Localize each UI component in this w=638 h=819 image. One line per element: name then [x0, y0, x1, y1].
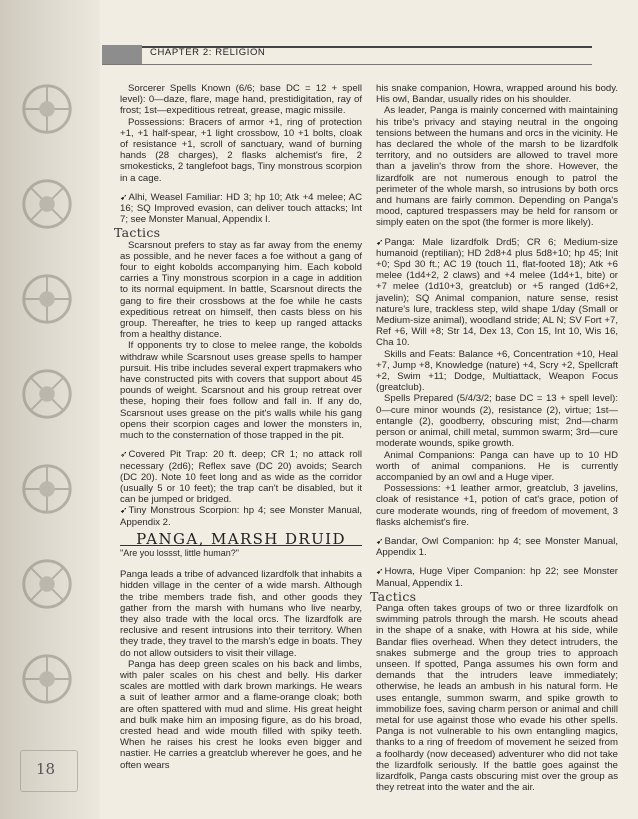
tactics-paragraph: Panga often takes groups of two or three lizardfolk on swimming patrols through the marsh. He scouts ahead in the shape of a snake, with Howra at his side, while Bandar flies overhead. When they detect intruders, the snakes submerge and the group tries to approach unseen. If spotted, Panga assumes his own form and demands that the intruders leave immediately; otherwise, he leads an ambush in his natural form. He uses entangle, summon swarm, and spike growth to immobilize foes, saving charm person or animal and chill metal for use against those who evade his other spells. Panga is not vulnerable to his own entangling magics, thanks to a ring of freedom of movement he seized from a foolhardy (now deceased) adventurer who did not take the lizardfolk seriously. If the battle goes against the lizardfolk, Panga casts obscuring mist over the group as they retreat into the water and the air. [376, 602, 618, 794]
tactics-paragraph: If opponents try to close to melee range, the kobolds withdraw while Scarsnout uses grease spells to hamper pursuit. His tribe includes several expert trapmakers who have constructed pits with covers that support about 45 pounds of weight. Scarsnout and his group retreat over these, hoping their foes follow and fall in. If any do, Scarsnout uses grease on the pit's walls while his gang opens their scorpion cages and lower the monsters in, much to the consternation of those trapped in the pit. [120, 340, 362, 442]
sigil-icon [18, 175, 76, 233]
owl-stat [376, 536, 618, 558]
body-paragraph: As leader, Panga is mainly concerned with maintaining his tribe's privacy and staying neutral in the ongoing tensions between the humans and orcs in the vicinity. He has declared the whole of the marsh to be lizardfolk territory, and no outsiders are allowed to travel more than a javelin's throw from the shore. However, the lizardfolk are not numerous enough to patrol the perimeter of the whole marsh, so intrusions by both orcs and humans are fairly common. Depending on Panga's mood, captured trespassers may be held for ransom or simply eaten on the spot (the former is more likely). [376, 105, 618, 229]
sigil-icon [18, 460, 76, 518]
tactics-paragraph: Scarsnout prefers to stay as far away from the enemy as possible, and he never faces a foe without a gang of four to eight kobolds accompanying him. Each kobold carries a Tiny monstrous scorpion in a cage in addition to its normal equipment. In battle, Scarsnout directs the gang to fire their crossbows at the foe while he casts expeditious retreat on himself, then casts bless on his group. Thereafter, he tries to keep up ranged attacks from a healthy distance. [120, 239, 362, 341]
animal-companions: Animal Companions: Panga can have up to 10 HD worth of animal companions. He is currently accompanied by an owl and a Huge viper. [376, 449, 618, 483]
panga-stat [376, 237, 618, 349]
familiar-text: Alhi, Weasel Familiar: HD 3; hp 10; Atk +4 melee; AC 16; SQ Improved evasion, can deliver touch attacks; Int 7; see Monster Manual, Appendix I. [120, 191, 362, 226]
sigil-icon [18, 80, 76, 138]
possessions: Possessions: +1 leather armor, greatclub, 3 javelins, cloak of resistance +1, potion of cat's grace, potion of cure moderate wounds, ring of freedom of movement, 3 flasks alchemist's fire. [376, 483, 618, 528]
tactics-heading: Tactics [370, 588, 417, 604]
sigil-icon [18, 650, 76, 708]
section-title: PANGA, MARSH DRUID [120, 534, 362, 546]
trap-text: Covered Pit Trap: 20 ft. deep; CR 1; no attack roll necessary (2d6); Reflex save (DC 20) avoids; Search (DC 20). Note 10 feet long and as wide as the corridor (usually 5 or 10 feet); the trap can't be disabled, but it can be jumped or bridged. [120, 449, 362, 506]
viper-stat [376, 566, 618, 588]
sigil-icon [18, 270, 76, 328]
arrow-icon: ➹ [376, 535, 384, 546]
arrow-icon: ➹ [376, 566, 384, 577]
body-paragraph: Panga has deep green scales on his back and limbs, with paler scales on his chest and belly. His darker scales are mottled with dark brown markings. He wears a suit of leather armor and a flame-orange cloak; both are often spattered with mud and slime. His great height and bulk make him an imposing figure, as do his broad, crested head and wide mouth filled with spiky teeth. When he raises his crest he looks even bigger and nastier. He carries a greatclub wherever he goes, and he often wears [120, 658, 362, 771]
chapter-title: CHAPTER 2: RELIGION [150, 47, 266, 58]
sigil-icon [18, 365, 76, 423]
trap-stat [120, 449, 362, 505]
body-paragraph: his snake companion, Howra, wrapped around his body. His owl, Bandar, usually rides on his shoulder. [376, 83, 618, 106]
body-paragraph: Panga leads a tribe of advanced lizardfolk that inhabits a hidden village in the center of a wide marsh. Although the tribe members trade fish, and other goods they gather from the marsh with humans who live nearby, they also trade with the local orcs. The lizardfolk are reclusive and resent intrusions into their territory. When they trade, they travel to the marsh's edge in boats. They do not allow outsiders to visit their village. [120, 569, 362, 659]
page-number: 18 [36, 760, 56, 778]
scorpion-text: Tiny Monstrous Scorpion: hp 4; see Monster Manual, Appendix 2. [120, 505, 362, 528]
arrow-icon: ➹ [120, 191, 128, 202]
possessions: Possessions: Bracers of armor +1, ring of protection +1, +1 half-spear, +1 light crossbow, 10 +1 bolts, cloak of resistance +1, scroll of sanctuary, wand of burning hands (28 charges), 2 flasks alchemist's fire, 2 smokesticks, 2 tanglefoot bags, Tiny monstrous scorpion in a cage. [120, 116, 362, 184]
trap-icon: ➶ [120, 449, 128, 460]
tactics-heading: Tactics [114, 225, 161, 241]
scorpion-stat [120, 505, 362, 527]
arrow-icon: ➹ [376, 236, 384, 247]
familiar-stat [120, 192, 362, 226]
left-column [114, 83, 362, 771]
owl-text: Bandar, Owl Companion: hp 4; see Monster Manual, Appendix 1. [376, 535, 618, 559]
viper-text: Howra, Huge Viper Companion: hp 22; see Monster Manual, Appendix 1. [376, 566, 618, 589]
right-column [370, 83, 618, 794]
sigil-icon [18, 555, 76, 613]
skills-feats: Skills and Feats: Balance +6, Concentration +10, Heal +7, Jump +8, Knowledge (nature) +4, Scry +2, Spellcraft +2, Swim +11; Dodge, Multiattack, Weapon Focus (greatclub). [376, 348, 618, 394]
spells-known: Sorcerer Spells Known (6/6; base DC = 12 + spell level): 0—daze, flare, mage hand, prestidigitation, ray of frost; 1st—expeditious retreat, grease, magic missile. [120, 83, 362, 117]
decorative-margin [0, 0, 100, 819]
arrow-icon: ➹ [120, 505, 128, 516]
spells-prepared: Spells Prepared (5/4/3/2; base DC = 13 + spell level): 0—cure minor wounds (2), resistance (2), virtue; 1st—entangle (2), goodberry, obscuring mist; 2nd—charm person or animal, chill metal, summon swarm; 3rd—cure moderate wounds, spike growth. [376, 393, 618, 450]
header-tab [102, 45, 142, 64]
quote: "Are you lossst, little human?" [120, 547, 239, 558]
panga-stat-text: Panga: Male lizardfolk Drd5; CR 6; Medium-size humanoid (reptilian); HD 2d8+4 plus 5d8+10; hp 45; Init +0; Spd 30 ft.; AC 19 (touch 11, flat-footed 18); Atk +6 melee (1d4+2, 2 claws) and +4 melee (1d4+1, bite) or +7 melee (1d10+3, greatclub) or +5 ranged (1d6+2, javelin); SQ Animal companion, nature sense, resist nature's lure, trackless step, wild shape 1/day (Small or Medium-size animal), woodland stride; AL N; SV Fort +7, Ref +6, Will +8; Str 14, Dex 13, Con 15, Int 10, Wis 16, Cha 10. [376, 236, 618, 349]
